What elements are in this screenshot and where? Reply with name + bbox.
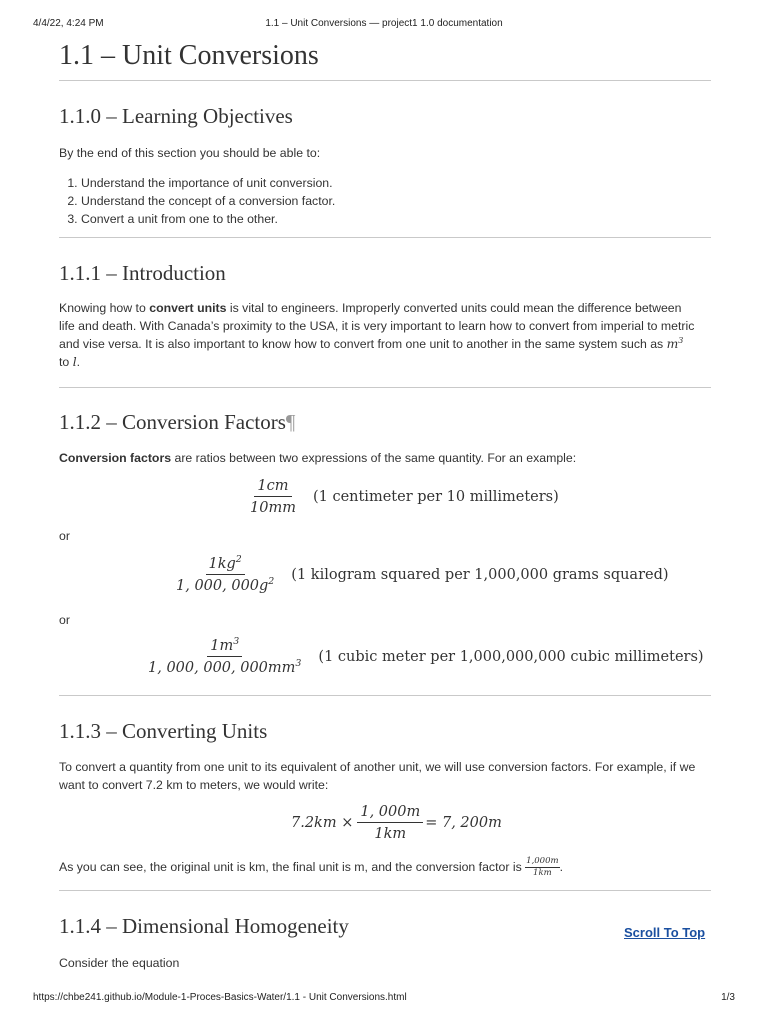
math-symbol-m: $m^3$ (666, 335, 684, 351)
print-footer (33, 992, 735, 1006)
bold-term: Conversion factors (59, 451, 172, 465)
list-item: 1. Understand the importance of unit conversion. (81, 174, 335, 192)
divider (59, 387, 711, 388)
dimensional-intro: Consider the equation (59, 956, 180, 970)
equation-kg-squared (173, 556, 669, 594)
print-datetime: 4/4/22, 4:24 PM (33, 18, 104, 29)
page-title: 1.1 – Unit Conversions (59, 40, 319, 71)
equation-description: (1 cubic meter per 1,000,000,000 cubic millimeters) (318, 649, 704, 665)
objectives-intro: By the end of this section you should be able to: (59, 146, 321, 160)
divider (59, 695, 711, 696)
list-item: 3. Convert a unit from one to the other. (81, 210, 335, 228)
or-label: or (59, 529, 70, 543)
math-symbol-l: l (72, 355, 77, 369)
objectives-list (59, 174, 335, 228)
equation-km-to-m: 7.2km × $\frac{1, 000m}{1km}$ = 7, 200m (291, 804, 502, 842)
scroll-to-top-link[interactable]: Scroll To Top (624, 925, 706, 940)
fraction: $\frac{1, 000m}{1km}$ (357, 804, 423, 842)
equation-description: (1 centimeter per 10 millimeters) (312, 489, 559, 505)
print-url: https://chbe241.github.io/Module-1-Proces-Basics-Water/1.1 - Unit Conversions.html (33, 992, 407, 1003)
equation-cubic-meter (145, 638, 704, 676)
print-header (33, 18, 735, 32)
section-heading-conversion-factors: 1.1.2 – Conversion Factors¶ (59, 410, 296, 434)
conversion-factors-intro: Conversion factors are ratios between two expressions of the same quantity. For an example: (59, 451, 577, 465)
fraction: $\frac{1cm}{10mm}$ (250, 478, 296, 516)
inline-fraction: $\frac{1,000m}{1km}$ (526, 856, 559, 878)
fraction: $\frac{1kg^2}{1, 000, 000g^2}$ (176, 554, 275, 594)
equation-description: (1 kilogram squared per 1,000,000 grams squared) (291, 567, 669, 583)
page-number: 1/3 (721, 992, 735, 1003)
bold-term: convert units (149, 301, 227, 315)
divider (59, 80, 711, 81)
section-heading-dimensional-homogeneity: 1.1.4 – Dimensional Homogeneity (59, 914, 349, 938)
conversion-factor-sentence: As you can see, the original unit is km, the final unit is m, and the conversion factor is $\frac{1,000m}{1km}$ . (59, 856, 563, 878)
permalink-pilcrow[interactable]: ¶ (285, 410, 296, 434)
fraction: $\frac{1m^3}{1, 000, 000, 000mm^3}$ (148, 636, 302, 676)
divider (59, 237, 711, 238)
list-item: 2. Understand the concept of a conversion factor. (81, 192, 335, 210)
divider (59, 890, 711, 891)
introduction-paragraph: Knowing how to convert units is vital to engineers. Improperly converted units could mean the difference between life and death. With Canada’s proximity to the USA, it is very important to learn how to convert from imperial to metric and vise versa. It is also important to know how to convert from one unit to another in the same system such as $m^3$ to l. (59, 301, 695, 369)
equation-cm-per-mm (247, 478, 559, 516)
converting-units-paragraph: To convert a quantity from one unit to its equivalent of another unit, we will use conversion factors. For example, if we want to convert 7.2 km to meters, we would write: (59, 760, 696, 792)
section-heading-objectives: 1.1.0 – Learning Objectives (59, 104, 293, 128)
or-label: or (59, 613, 70, 627)
section-heading-converting-units: 1.1.3 – Converting Units (59, 719, 268, 743)
section-heading-introduction: 1.1.1 – Introduction (59, 261, 226, 285)
print-document-title: 1.1 – Unit Conversions — project1 1.0 documentation (265, 18, 503, 29)
